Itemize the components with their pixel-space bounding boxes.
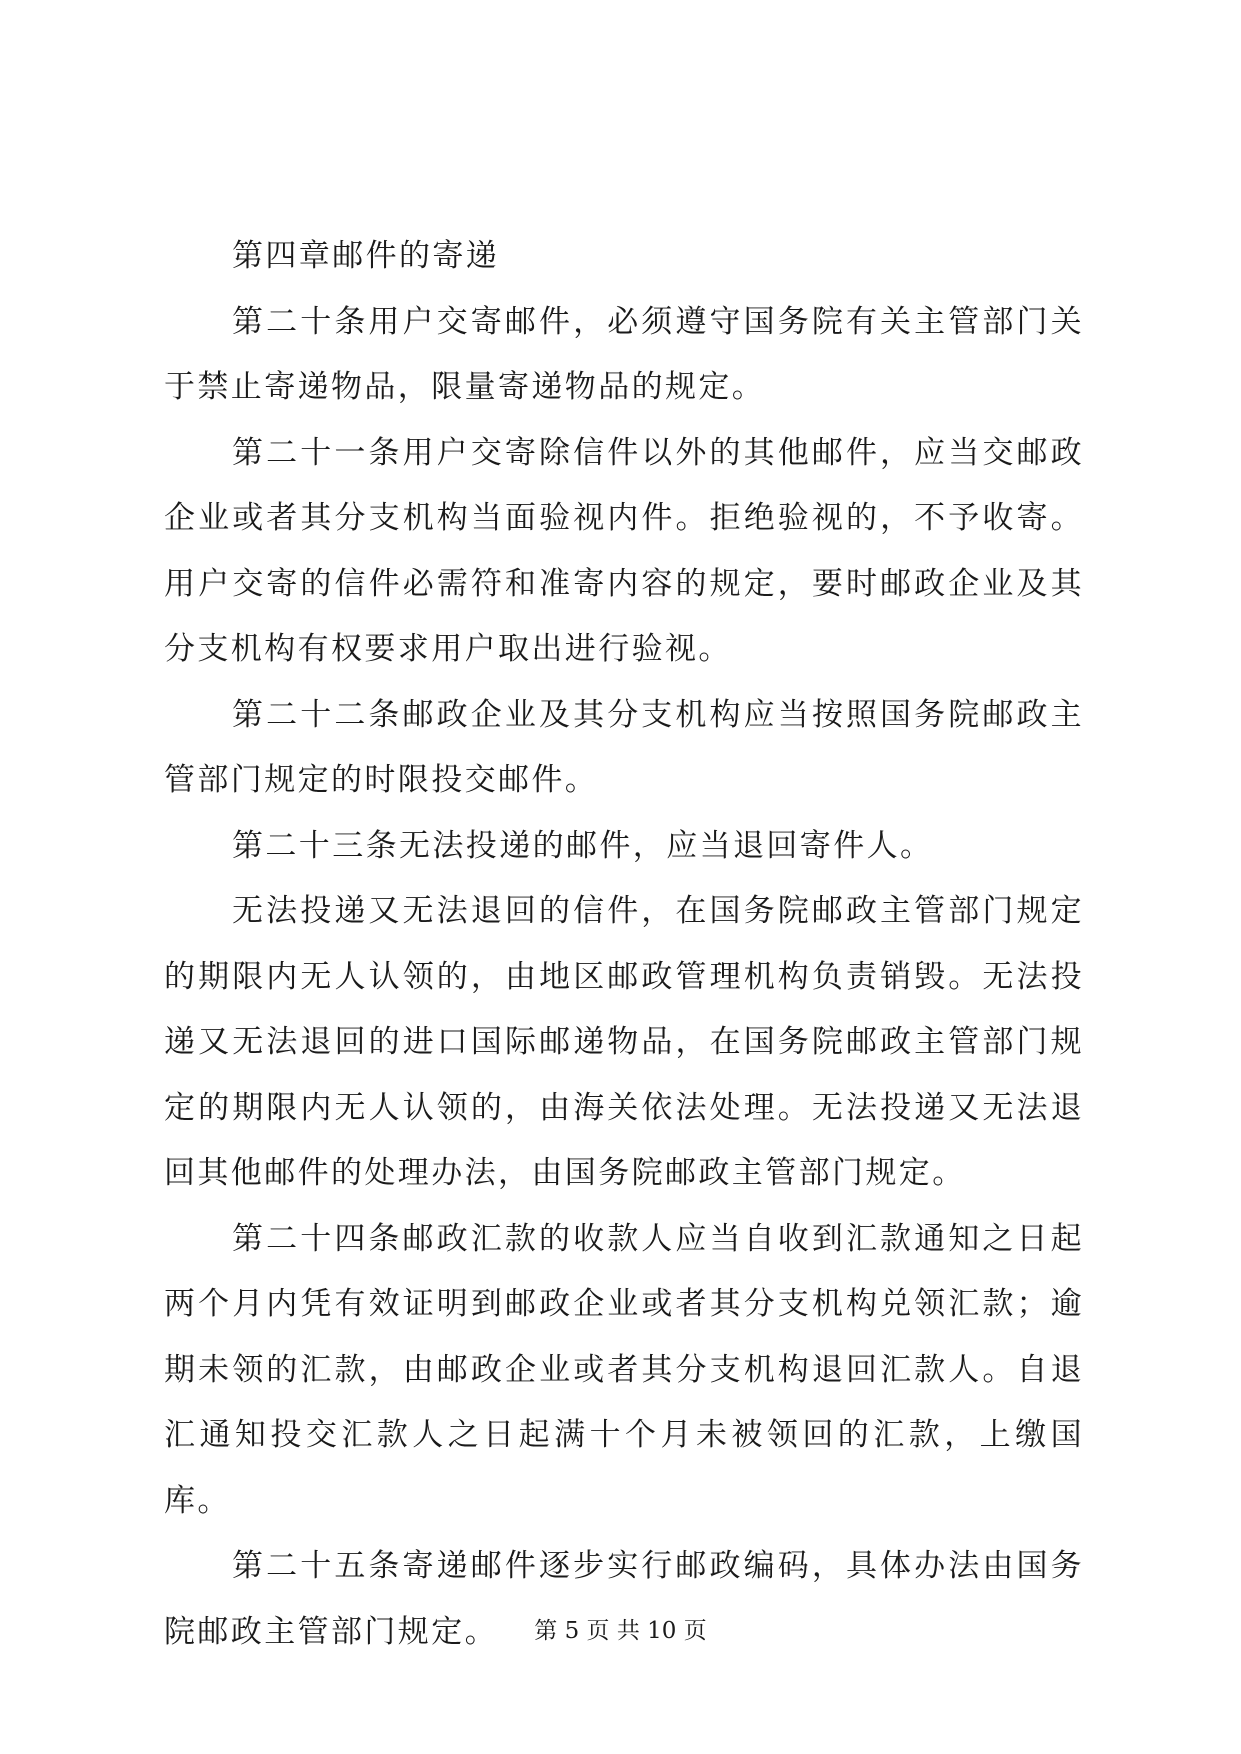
article-23: 第二十三条无法投递的邮件，应当退回寄件人。 [232,827,934,864]
article-23-continued: 无法投递又无法退回的信件，在国务院邮政主管部门规定的期限内无人认领的，由地区邮政管理机构负责销毁。无法投递又无法退回的进口国际邮递物品，在国务院邮政主管部门规定的期限内无人认领的，由海关依法处理。无法投递又无法退回其他邮件的处理办法，由国务院邮政主管部门规定。 [164,893,1084,1191]
article-24: 第二十四条邮政汇款的收款人应当自收到汇款通知之日起两个月内凭有效证明到邮政企业或者其分支机构兑领汇款；逾期未领的汇款，由邮政企业或者其分支机构退回汇款人。自退汇通知投交汇款人之日起满十个月未被领回的汇款，上缴国库。 [164,1220,1084,1519]
article-20: 第二十条用户交寄邮件，必须遵守国务院有关主管部门关于禁止寄递物品，限量寄递物品的规定。 [164,303,1084,405]
page-number-label: 第 5 页 共 10 页 [534,1618,707,1644]
article-25: 第二十五条寄递邮件逐步实行邮政编码，具体办法由国务院邮政主管部门规定。 [164,1548,1084,1650]
page-footer [0,1612,1241,1645]
chapter-heading: 第四章邮件的寄递 [232,238,500,274]
article-22: 第二十二条邮政企业及其分支机构应当按照国务院邮政主管部门规定的时限投交邮件。 [164,696,1084,798]
document-body [164,224,1084,1665]
article-21: 第二十一条用户交寄除信件以外的其他邮件，应当交邮政企业或者其分支机构当面验视内件。拒绝验视的，不予收寄。用户交寄的信件必需符和准寄内容的规定，要时邮政企业及其分支机构有权要求用户取出进行验视。 [164,434,1084,667]
